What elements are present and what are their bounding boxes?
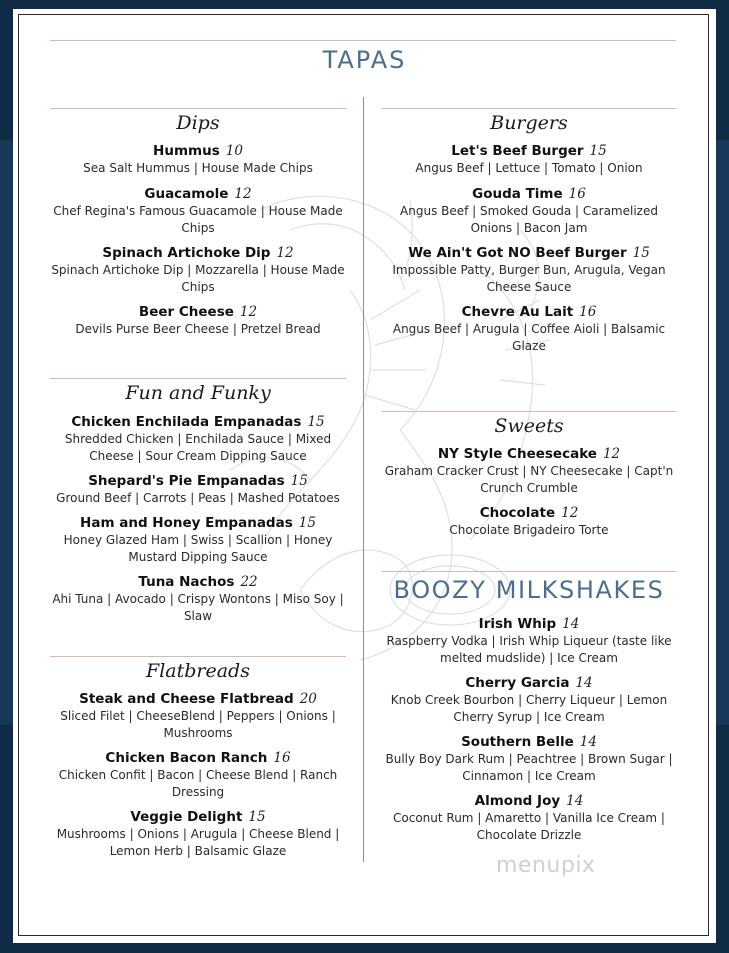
menu-item xyxy=(382,445,676,497)
item-description: Angus Beef | Arugula | Coffee Aioli | Balsamic Glaze xyxy=(392,322,666,353)
item-price: 16 xyxy=(579,304,597,320)
item-description: Raspberry Vodka | Irish Whip Liqueur (taste like melted mudslide) | Ice Cream xyxy=(386,634,672,665)
menu-item xyxy=(50,185,346,237)
menu-item xyxy=(382,142,676,177)
menu-item xyxy=(50,413,346,465)
item-price: 12 xyxy=(561,505,579,521)
item-description: Impossible Patty, Burger Bun, Arugula, Vegan Cheese Sauce xyxy=(392,263,666,294)
item-name: Shepard's Pie Empanadas xyxy=(88,473,285,489)
left-column xyxy=(50,0,346,953)
item-name: Chicken Enchilada Empanadas xyxy=(71,414,302,430)
item-price: 15 xyxy=(307,414,325,430)
fun-rule xyxy=(50,378,346,379)
column-divider xyxy=(363,97,364,862)
menu-item xyxy=(382,674,676,726)
milkshakes-rule xyxy=(382,571,676,572)
menu-item xyxy=(50,690,346,742)
menu-item xyxy=(50,808,346,860)
menu-item xyxy=(382,792,676,844)
item-name: Steak and Cheese Flatbread xyxy=(79,691,294,707)
item-description: Honey Glazed Ham | Swiss | Scallion | Honey Mustard Dipping Sauce xyxy=(63,533,333,564)
page-title: TAPAS xyxy=(322,46,407,74)
item-description: Angus Beef | Smoked Gouda | Caramelized Onions | Bacon Jam xyxy=(400,204,658,235)
item-description: Spinach Artichoke Dip | Mozzarella | House Made Chips xyxy=(51,263,345,294)
item-name: Ham and Honey Empanadas xyxy=(80,515,293,531)
item-description: Sliced Filet | CheeseBlend | Peppers | Onions | Mushrooms xyxy=(60,709,336,740)
item-price: 15 xyxy=(248,809,266,825)
item-description: Graham Cracker Crust | NY Cheesecake | Capt'n Crunch Crumble xyxy=(384,464,674,495)
sweets-rule xyxy=(382,411,676,412)
item-description: Ahi Tuna | Avocado | Crispy Wontons | Miso Soy | Slaw xyxy=(52,592,344,623)
item-price: 14 xyxy=(566,793,584,809)
item-name: Chicken Bacon Ranch xyxy=(105,750,268,766)
item-price: 14 xyxy=(562,616,580,632)
item-name: Chocolate xyxy=(479,505,556,521)
item-price: 15 xyxy=(290,473,308,489)
item-price: 14 xyxy=(579,734,597,750)
item-price: 15 xyxy=(298,515,316,531)
item-name: Chevre Au Lait xyxy=(461,304,574,320)
menupix-watermark: menupix xyxy=(496,853,596,878)
item-description: Mushrooms | Onions | Arugula | Cheese Blend | Lemon Herb | Balsamic Glaze xyxy=(56,827,340,858)
item-description: Knob Creek Bourbon | Cherry Liqueur | Lemon Cherry Syrup | Ice Cream xyxy=(390,693,668,724)
item-name: We Ain't Got NO Beef Burger xyxy=(408,245,627,261)
item-description: Ground Beef | Carrots | Peas | Mashed Potatoes xyxy=(56,491,340,505)
item-name: Southern Belle xyxy=(461,734,574,750)
menu-item xyxy=(50,142,346,177)
item-description: Bully Boy Dark Rum | Peachtree | Brown Sugar | Cinnamon | Ice Cream xyxy=(385,752,673,783)
section-heading-burgers: Burgers xyxy=(490,112,568,134)
dips-rule xyxy=(50,108,346,109)
item-name: Beer Cheese xyxy=(138,304,234,320)
item-name: Tuna Nachos xyxy=(138,574,235,590)
item-name: Cherry Garcia xyxy=(465,675,570,691)
item-description: Shredded Chicken | Enchilada Sauce | Mixed Cheese | Sour Cream Dipping Sauce xyxy=(64,432,332,463)
item-price: 22 xyxy=(240,574,258,590)
item-description: Chocolate Brigadeiro Torte xyxy=(449,523,609,537)
item-price: 16 xyxy=(568,186,586,202)
section-heading-sweets: Sweets xyxy=(494,415,564,437)
menu-item xyxy=(50,514,346,566)
item-price: 10 xyxy=(225,143,243,159)
item-price: 14 xyxy=(575,675,593,691)
item-name: Hummus xyxy=(153,143,220,159)
menu-item xyxy=(382,303,676,355)
item-price: 15 xyxy=(632,245,650,261)
item-price: 12 xyxy=(276,245,294,261)
menu-item xyxy=(50,244,346,296)
section-heading-fun-and-funky: Fun and Funky xyxy=(125,382,271,404)
right-column xyxy=(382,0,676,953)
item-name: Irish Whip xyxy=(478,616,557,632)
section-heading-dips: Dips xyxy=(176,112,220,134)
item-name: Guacamole xyxy=(144,186,229,202)
menu-item xyxy=(50,472,346,507)
item-description: Devils Purse Beer Cheese | Pretzel Bread xyxy=(75,322,321,336)
item-name: NY Style Cheesecake xyxy=(437,446,597,462)
menu-item xyxy=(382,185,676,237)
section-heading-flatbreads: Flatbreads xyxy=(146,660,250,682)
burgers-rule xyxy=(382,108,676,109)
item-description: Coconut Rum | Amaretto | Vanilla Ice Cream | Chocolate Drizzle xyxy=(393,811,665,842)
item-description: Chicken Confit | Bacon | Cheese Blend | Ranch Dressing xyxy=(58,768,338,799)
menu-item xyxy=(50,749,346,801)
menu-item xyxy=(382,504,676,539)
section-heading-boozy-milkshakes: BOOZY MILKSHAKES xyxy=(393,576,665,604)
item-name: Spinach Artichoke Dip xyxy=(102,245,271,261)
item-description: Sea Salt Hummus | House Made Chips xyxy=(83,161,313,175)
menu-item xyxy=(50,573,346,625)
menu-item xyxy=(382,733,676,785)
item-price: 16 xyxy=(273,750,291,766)
item-name: Veggie Delight xyxy=(130,809,243,825)
item-price: 12 xyxy=(239,304,258,320)
flatbreads-rule xyxy=(50,656,346,657)
item-name: Gouda Time xyxy=(472,186,563,202)
item-price: 20 xyxy=(299,691,317,707)
item-price: 15 xyxy=(589,143,607,159)
menu-item xyxy=(382,244,676,296)
item-price: 12 xyxy=(602,446,621,462)
item-name: Let's Beef Burger xyxy=(451,143,584,159)
menu-item xyxy=(382,615,676,667)
item-name: Almond Joy xyxy=(474,793,561,809)
item-description: Angus Beef | Lettuce | Tomato | Onion xyxy=(415,161,643,175)
item-description: Chef Regina's Famous Guacamole | House Made Chips xyxy=(53,204,343,235)
menu-item xyxy=(50,303,346,338)
item-price: 12 xyxy=(234,186,252,202)
